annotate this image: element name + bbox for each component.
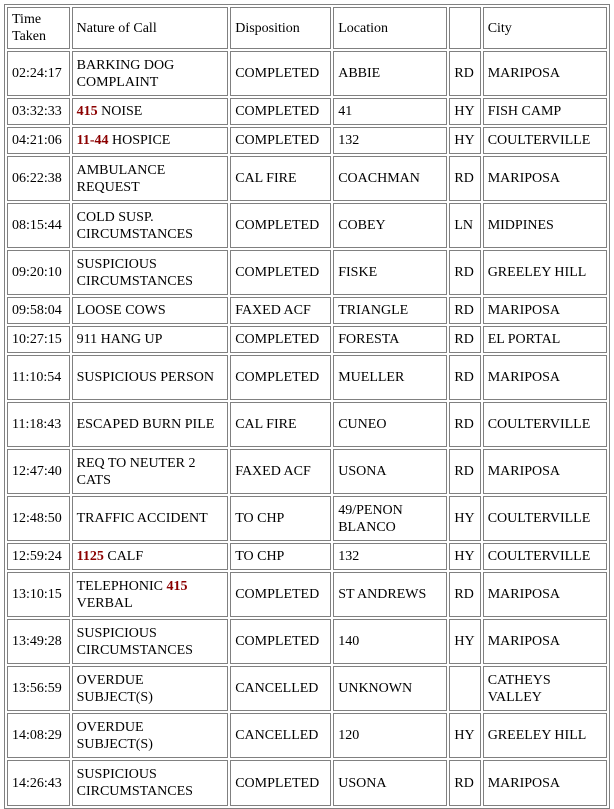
cell-street-suffix: RD	[449, 355, 480, 400]
cell-nature-of-call	[72, 619, 229, 664]
cell-disposition: CANCELLED	[230, 713, 331, 758]
cell-location: 132	[333, 127, 447, 154]
cell-nature-of-call	[72, 297, 229, 324]
cell-disposition: CAL FIRE	[230, 402, 331, 447]
call-text: NOISE	[97, 104, 143, 119]
cell-city: MARIPOSA	[483, 760, 607, 806]
cell-city: MIDPINES	[483, 203, 607, 248]
table-row	[7, 572, 607, 617]
table-row	[7, 543, 607, 570]
call-text: SUSPICIOUS CIRCUMSTANCES	[76, 625, 193, 658]
cell-nature-of-call	[72, 572, 229, 617]
cell-disposition: COMPLETED	[230, 760, 331, 806]
table-row	[7, 156, 607, 201]
cell-nature-of-call	[72, 760, 229, 806]
cell-disposition: COMPLETED	[230, 250, 331, 295]
cell-street-suffix: RD	[449, 326, 480, 353]
call-log-table	[4, 4, 610, 809]
cell-time-taken: 12:48:50	[7, 496, 70, 541]
cell-disposition: COMPLETED	[230, 203, 331, 248]
cell-city: MARIPOSA	[483, 355, 607, 400]
cell-location: TRIANGLE	[333, 297, 447, 324]
cell-city: MARIPOSA	[483, 297, 607, 324]
cell-nature-of-call	[72, 51, 229, 96]
cell-time-taken: 04:21:06	[7, 127, 70, 154]
cell-disposition: COMPLETED	[230, 572, 331, 617]
table-row	[7, 496, 607, 541]
cell-nature-of-call	[72, 326, 229, 353]
cell-time-taken: 09:58:04	[7, 297, 70, 324]
cell-location: 140	[333, 619, 447, 664]
cell-street-suffix: HY	[449, 713, 480, 758]
cell-location: 132	[333, 543, 447, 570]
cell-time-taken: 10:27:15	[7, 326, 70, 353]
cell-street-suffix: RD	[449, 449, 480, 494]
cell-disposition: CANCELLED	[230, 666, 331, 711]
cell-disposition: CAL FIRE	[230, 156, 331, 201]
table-row	[7, 98, 607, 125]
cell-nature-of-call	[72, 127, 229, 154]
cell-nature-of-call	[72, 449, 229, 494]
cell-city: EL PORTAL	[483, 326, 607, 353]
cell-street-suffix: RD	[449, 156, 480, 201]
cell-disposition: COMPLETED	[230, 127, 331, 154]
cell-street-suffix: RD	[449, 402, 480, 447]
cell-city: CATHEYS VALLEY	[483, 666, 607, 711]
table-row	[7, 297, 607, 324]
cell-time-taken: 11:18:43	[7, 402, 70, 447]
table-row	[7, 127, 607, 154]
table-row	[7, 51, 607, 96]
call-text: REQ TO NEUTER 2 CATS	[76, 455, 196, 488]
table-row	[7, 666, 607, 711]
cell-city: MARIPOSA	[483, 572, 607, 617]
header-city: City	[483, 7, 607, 49]
table-header-row	[7, 7, 607, 49]
cell-time-taken: 12:47:40	[7, 449, 70, 494]
cell-nature-of-call	[72, 98, 229, 125]
call-text: AMBULANCE REQUEST	[76, 162, 166, 195]
table-row	[7, 402, 607, 447]
call-text: VERBAL	[76, 595, 133, 611]
header-street-suffix	[449, 7, 480, 49]
cell-street-suffix: RD	[449, 297, 480, 324]
cell-city: MARIPOSA	[483, 449, 607, 494]
cell-city: COULTERVILLE	[483, 543, 607, 570]
cell-location: ABBIE	[333, 51, 447, 96]
call-text: BARKING DOG COMPLAINT	[76, 57, 175, 90]
cell-disposition: COMPLETED	[230, 98, 331, 125]
header-time-taken: Time Taken	[7, 7, 70, 49]
table-row	[7, 203, 607, 248]
call-text: CALF	[103, 549, 144, 564]
cell-time-taken: 12:59:24	[7, 543, 70, 570]
cell-location: USONA	[333, 760, 447, 806]
cell-location: USONA	[333, 449, 447, 494]
cell-city: FISH CAMP	[483, 98, 607, 125]
cell-nature-of-call	[72, 355, 229, 400]
cell-city: GREELEY HILL	[483, 713, 607, 758]
cell-location: CUNEO	[333, 402, 447, 447]
table-row	[7, 355, 607, 400]
cell-street-suffix: HY	[449, 496, 480, 541]
cell-disposition: COMPLETED	[230, 51, 331, 96]
cell-time-taken: 06:22:38	[7, 156, 70, 201]
cell-nature-of-call	[72, 203, 229, 248]
cell-nature-of-call	[72, 156, 229, 201]
cell-time-taken: 11:10:54	[7, 355, 70, 400]
cell-nature-of-call	[72, 666, 229, 711]
cell-street-suffix: RD	[449, 250, 480, 295]
cell-time-taken: 03:32:33	[7, 98, 70, 125]
call-text: HOSPICE	[108, 133, 171, 148]
table-row	[7, 449, 607, 494]
call-code: 415	[166, 578, 188, 594]
cell-location: FORESTA	[333, 326, 447, 353]
cell-disposition: FAXED ACF	[230, 297, 331, 324]
call-text: ESCAPED BURN PILE	[76, 417, 215, 432]
cell-street-suffix	[449, 666, 480, 711]
table-row	[7, 760, 607, 806]
cell-disposition: FAXED ACF	[230, 449, 331, 494]
cell-disposition: COMPLETED	[230, 326, 331, 353]
header-location: Location	[333, 7, 447, 49]
cell-location: UNKNOWN	[333, 666, 447, 711]
cell-city: MARIPOSA	[483, 51, 607, 96]
cell-disposition: TO CHP	[230, 543, 331, 570]
cell-time-taken: 14:26:43	[7, 760, 70, 806]
cell-city: GREELEY HILL	[483, 250, 607, 295]
cell-city: COULTERVILLE	[483, 496, 607, 541]
cell-time-taken: 09:20:10	[7, 250, 70, 295]
cell-nature-of-call	[72, 496, 229, 541]
cell-street-suffix: RD	[449, 51, 480, 96]
cell-time-taken: 08:15:44	[7, 203, 70, 248]
cell-location: 49/PENON BLANCO	[333, 496, 447, 541]
cell-time-taken: 13:56:59	[7, 666, 70, 711]
table-row	[7, 713, 607, 758]
cell-location: FISKE	[333, 250, 447, 295]
call-text: SUSPICIOUS CIRCUMSTANCES	[76, 767, 193, 799]
cell-disposition: COMPLETED	[230, 619, 331, 664]
call-text: COLD SUSP. CIRCUMSTANCES	[76, 209, 193, 242]
call-text: SUSPICIOUS PERSON	[76, 370, 214, 385]
call-code: 11-44	[76, 133, 109, 148]
call-text: TRAFFIC ACCIDENT	[76, 511, 208, 526]
cell-nature-of-call	[72, 250, 229, 295]
cell-street-suffix: RD	[449, 760, 480, 806]
call-text: OVERDUE SUBJECT(S)	[76, 672, 153, 705]
cell-nature-of-call	[72, 402, 229, 447]
cell-location: MUELLER	[333, 355, 447, 400]
call-log-body	[7, 51, 607, 806]
cell-disposition: TO CHP	[230, 496, 331, 541]
cell-street-suffix: HY	[449, 543, 480, 570]
call-code: 415	[76, 104, 98, 119]
cell-nature-of-call	[72, 543, 229, 570]
cell-city: MARIPOSA	[483, 156, 607, 201]
cell-location: 41	[333, 98, 447, 125]
header-nature-of-call: Nature of Call	[72, 7, 229, 49]
cell-time-taken: 13:10:15	[7, 572, 70, 617]
cell-city: MARIPOSA	[483, 619, 607, 664]
cell-street-suffix: LN	[449, 203, 480, 248]
call-text: OVERDUE SUBJECT(S)	[76, 719, 153, 752]
cell-time-taken: 14:08:29	[7, 713, 70, 758]
cell-street-suffix: RD	[449, 572, 480, 617]
cell-location: 120	[333, 713, 447, 758]
table-row	[7, 250, 607, 295]
call-text: TELEPHONIC	[76, 578, 167, 594]
cell-street-suffix: HY	[449, 98, 480, 125]
call-text: LOOSE COWS	[76, 303, 166, 318]
call-text: 911 HANG UP	[76, 332, 163, 347]
cell-disposition: COMPLETED	[230, 355, 331, 400]
cell-time-taken: 13:49:28	[7, 619, 70, 664]
cell-location: ST ANDREWS	[333, 572, 447, 617]
cell-location: COBEY	[333, 203, 447, 248]
cell-nature-of-call	[72, 713, 229, 758]
call-text: SUSPICIOUS CIRCUMSTANCES	[76, 256, 193, 289]
cell-street-suffix: HY	[449, 127, 480, 154]
cell-time-taken: 02:24:17	[7, 51, 70, 96]
cell-location: COACHMAN	[333, 156, 447, 201]
cell-city: COULTERVILLE	[483, 127, 607, 154]
table-row	[7, 619, 607, 664]
call-code: 1125	[76, 549, 104, 564]
table-row	[7, 326, 607, 353]
cell-city: COULTERVILLE	[483, 402, 607, 447]
cell-street-suffix: HY	[449, 619, 480, 664]
header-disposition: Disposition	[230, 7, 331, 49]
